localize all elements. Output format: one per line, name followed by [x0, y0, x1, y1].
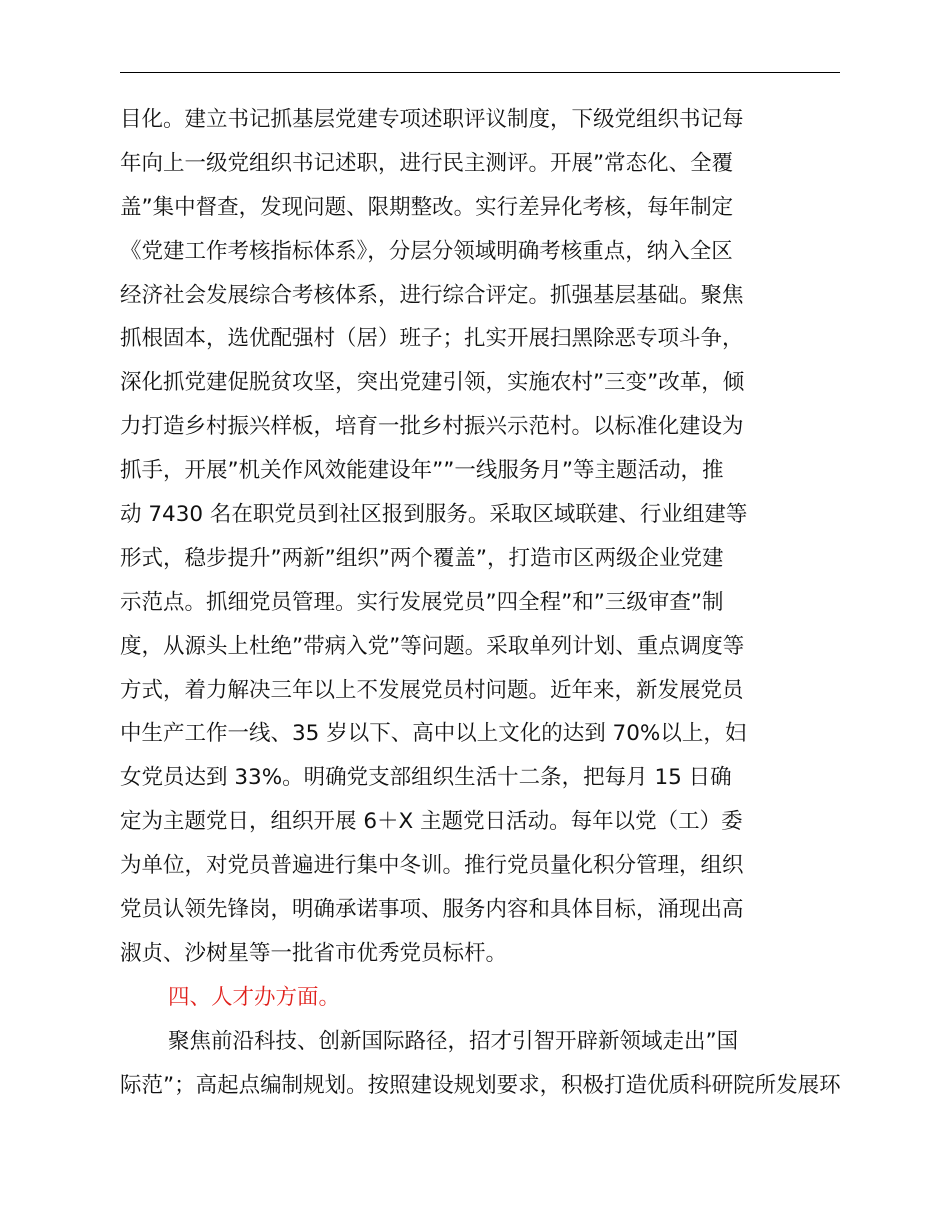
- text-line: 力打造乡村振兴样板，培育一批乡村振兴示范村。以标准化建设为: [120, 414, 744, 440]
- paragraph-talent-office: [120, 1020, 850, 1108]
- header-rule: [120, 72, 840, 73]
- text-line: 形式，稳步提升”两新”组织”两个覆盖”，打造市区两级企业党建: [120, 545, 724, 571]
- text-line: 淑贞、沙树星等一批省市优秀党员标杆。: [120, 940, 508, 966]
- text-line: 盖”集中督查，发现问题、限期整改。实行差异化考核，每年制定: [120, 194, 734, 220]
- text-line: 方式，着力解决三年以上不发展党员村问题。近年来，新发展党员: [120, 677, 744, 703]
- text-line: 动 7430 名在职党员到社区报到服务。采取区域联建、行业组建等: [120, 502, 748, 528]
- text-line: 《党建工作考核指标体系》，分层分领域明确考核重点，纳入全区: [120, 238, 733, 264]
- text-line: 抓手，开展”机关作风效能建设年””一线服务月”等主题活动，推: [120, 458, 724, 484]
- document-body: [120, 98, 850, 1107]
- text-line: 深化抓党建促脱贫攻坚，突出党建引领，实施农村”三变”改革，倾: [120, 370, 745, 396]
- text-line: 中生产工作一线、35 岁以下、高中以上文化的达到 70%以上，妇: [120, 721, 747, 747]
- text-line: 目化。建立书记抓基层党建专项述职评议制度，下级党组织书记每: [120, 107, 744, 132]
- text-line: 为单位，对党员普遍进行集中冬训。推行党员量化积分管理，组织: [120, 853, 744, 879]
- text-line: 聚焦前沿科技、创新国际路径，招才引智开辟新领域走出”国: [168, 1028, 739, 1054]
- text-line: 际范”；高起点编制规划。按照建设规划要求，积极打造优质科研院所发展环: [120, 1072, 841, 1098]
- text-line: 年向上一级党组织书记述职，进行民主测评。开展”常态化、全覆: [120, 150, 734, 176]
- text-line: 抓根固本，选优配强村（居）班子；扎实开展扫黑除恶专项斗争，: [120, 326, 744, 352]
- section-heading: 四、人才办方面。: [168, 984, 341, 1010]
- text-line: 党员认领先锋岗，明确承诺事项、服务内容和具体目标，涌现出高: [120, 897, 744, 923]
- paragraph-party-building: [120, 98, 850, 976]
- text-line: 示范点。抓细党员管理。实行发展党员”四全程”和”三级审查”制: [120, 589, 724, 615]
- text-line: 经济社会发展综合考核体系，进行综合评定。抓强基层基础。聚焦: [120, 282, 744, 308]
- text-line: 度，从源头上杜绝”带病入党”等问题。采取单列计划、重点调度等: [120, 633, 745, 659]
- text-line: 女党员达到 33%。明确党支部组织生活十二条，把每月 15 日确: [120, 765, 732, 791]
- text-line: 定为主题党日，组织开展 6＋X 主题党日活动。每年以党（工）委: [120, 809, 743, 835]
